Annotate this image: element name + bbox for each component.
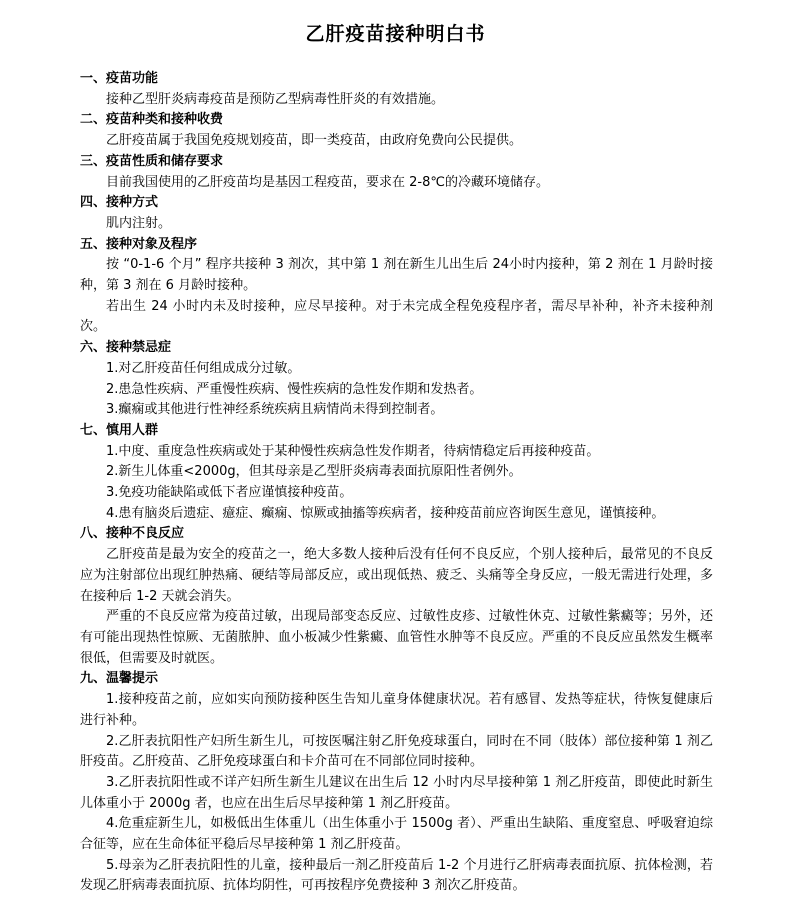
list-item: 4.危重症新生儿，如极低出生体重儿（出生体重小于 1500g 者）、严重出生缺陷、重度窒息、呼吸窘迫综合征等，应在生命体征平稳后尽早接种第 1 剂乙肝疫苗。 <box>80 816 713 853</box>
list-item: 3.免疫功能缺陷或低下者应谨慎接种疫苗。 <box>106 485 353 501</box>
section-heading: 三、疫苗性质和储存要求 <box>80 153 224 169</box>
list-item: 4.患有脑炎后遗症、癔症、癫痫、惊厥或抽搐等疾病者，接种疫苗前应咨询医生意见，谨慎接种。 <box>106 505 665 521</box>
section-heading: 六、接种禁忌症 <box>80 340 172 356</box>
list-item: 1.中度、重度急性疾病或处于某种慢性疾病急性发作期者，待病情稳定后再接种疫苗。 <box>106 443 600 459</box>
paragraph: 按 “0-1-6 个月” 程序共接种 3 剂次，其中第 1 剂在新生儿出生后 24小时内接种，第 2 剂在 1 月龄时接种，第 3 剂在 6 月龄时接种。 <box>80 257 713 294</box>
list-item: 3.癫痫或其他进行性神经系统疾病且病情尚未得到控制者。 <box>106 402 444 418</box>
list-item: 2.乙肝表抗阳性产妇所生新生儿，可按医嘱注射乙肝免疫球蛋白，同时在不同（肢体）部位接种第 1 剂乙肝疫苗。乙肝疫苗、乙肝免疫球蛋白和卡介苗可在不同部位同时接种。 <box>80 733 713 770</box>
list-item: 2.患急性疾病、严重慢性疾病、慢性疾病的急性发作期和发热者。 <box>106 381 483 397</box>
paragraph: 乙肝疫苗属于我国免疫规划疫苗，即一类疫苗，由政府免费向公民提供。 <box>106 133 523 149</box>
list-item: 5.母亲为乙肝表抗阳性的儿童，接种最后一剂乙肝疫苗后 1-2 个月进行乙肝病毒表面抗原、抗体检测，若发现乙肝病毒表面抗原、抗体均阴性，可再按程序免费接种 3 剂次乙肝疫苗。 <box>80 857 713 894</box>
section-heading: 五、接种对象及程序 <box>80 236 198 252</box>
paragraph: 乙肝疫苗是最为安全的疫苗之一，绝大多数人接种后没有任何不良反应，个别人接种后，最常见的不良反应为注射部位出现红肿热痛、硬结等局部反应，或出现低热、疲乏、头痛等全身反应，一般无需进行处理，多在接种后 1-2 天就会消失。 <box>80 547 713 604</box>
section-heading: 七、慎用人群 <box>80 422 159 438</box>
section-heading: 一、疫苗功能 <box>80 71 159 86</box>
list-item: 1.对乙肝疫苗任何组成成分过敏。 <box>106 360 301 376</box>
paragraph: 若出生 24 小时内未及时接种，应尽早接种。对于未完成全程免疫程序者，需尽早补种，补齐未接种剂次。 <box>80 298 713 335</box>
section-heading: 九、温馨提示 <box>80 671 159 687</box>
section-heading: 二、疫苗种类和接种收费 <box>80 112 224 128</box>
list-item: 2.新生儿体重<2000g，但其母亲是乙型肝炎病毒表面抗原阳性者例外。 <box>106 464 522 480</box>
section-heading: 八、接种不良反应 <box>80 526 185 542</box>
paragraph: 肌内注射。 <box>106 215 172 231</box>
paragraph: 接种乙型肝炎病毒疫苗是预防乙型病毒性肝炎的有效措施。 <box>106 91 445 107</box>
paragraph: 严重的不良反应常为疫苗过敏，出现局部变态反应、过敏性皮疹、过敏性休克、过敏性紫癜等；另外，还有可能出现热性惊厥、无菌脓肿、血小板减少性紫癜、血管性水肿等不良反应。严重的不良反应虽然发生概率很低，但需要及时就医。 <box>80 609 713 666</box>
list-item: 1.接种疫苗之前，应如实向预防接种医生告知儿童身体健康状况。若有感冒、发热等症状，待恢复健康后进行补种。 <box>80 692 713 728</box>
document-body <box>80 69 713 897</box>
list-item: 3.乙肝表抗阳性或不详产妇所生新生儿建议在出生后 12 小时内尽早接种第 1 剂乙肝疫苗，即使此时新生儿体重小于 2000g 者，也应在出生后尽早接种第 1 剂乙肝疫苗。 <box>80 774 713 811</box>
document-title: 乙肝疫苗接种明白书 <box>305 23 486 45</box>
section-heading: 四、接种方式 <box>80 195 159 211</box>
paragraph: 目前我国使用的乙肝疫苗均是基因工程疫苗，要求在 2-8℃的冷藏环境储存。 <box>106 174 549 190</box>
